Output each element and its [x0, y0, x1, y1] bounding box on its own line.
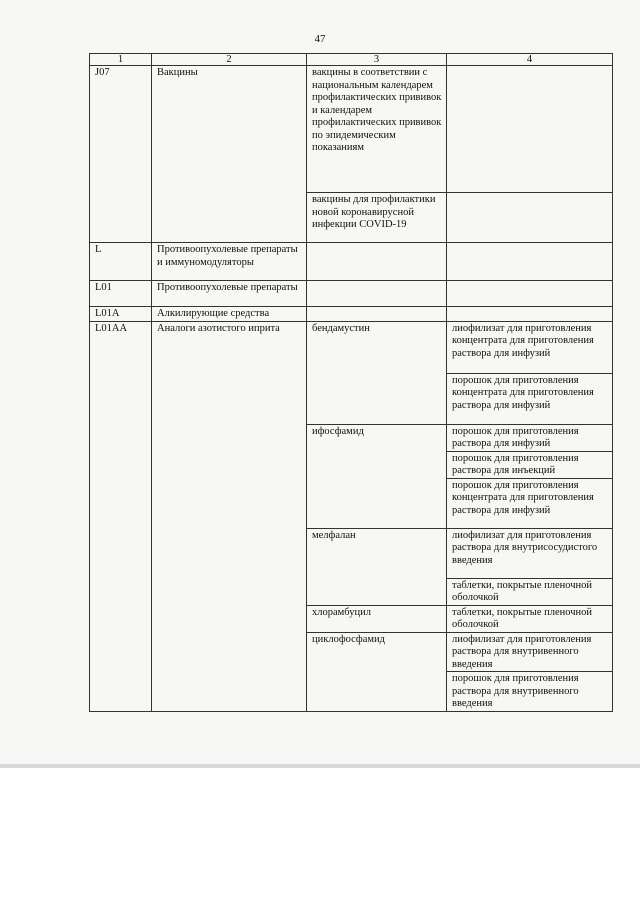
atc-code-cell: L01A	[90, 307, 152, 322]
atc-code-cell: J07	[90, 66, 152, 243]
dosage-form-cell: таблетки, покрытые пленочной оболочкой	[447, 578, 613, 605]
page-number: 47	[314, 33, 326, 45]
group-name-cell: Противоопухолевые препараты и иммуномодуляторы	[152, 243, 307, 281]
drug-name-cell	[307, 281, 447, 307]
column-header: 1	[90, 54, 152, 66]
table-row	[90, 321, 613, 373]
dosage-form-cell: лиофилизат для приготовления концентрата для приготовления раствора для инфузий	[447, 321, 613, 373]
drug-name-cell: хлорамбуцил	[307, 605, 447, 632]
table-row	[90, 307, 613, 322]
dosage-form-cell: лиофилизат для приготовления раствора для внутривенного введения	[447, 632, 613, 672]
atc-code-cell: L01AA	[90, 321, 152, 711]
atc-code-cell: L	[90, 243, 152, 281]
drug-table	[89, 53, 613, 712]
drug-name-cell: циклофосфамид	[307, 632, 447, 711]
dosage-form-cell: таблетки, покрытые пленочной оболочкой	[447, 605, 613, 632]
drug-name-cell: вакцины в соответствии с национальным календарем профилактических прививок и календарем профилактических прививок по эпидемическим показаниям	[307, 66, 447, 193]
table-header-row	[90, 54, 613, 66]
atc-code-cell: L01	[90, 281, 152, 307]
group-name-cell: Вакцины	[152, 66, 307, 243]
drug-name-cell: бендамустин	[307, 321, 447, 424]
drug-name-cell: вакцины для профилактики новой коронавирусной инфекции COVID-19	[307, 193, 447, 243]
group-name-cell: Аналоги азотистого иприта	[152, 321, 307, 711]
group-name-cell: Противоопухолевые препараты	[152, 281, 307, 307]
column-header: 3	[307, 54, 447, 66]
table-row	[90, 281, 613, 307]
drug-name-cell	[307, 243, 447, 281]
dosage-form-cell: лиофилизат для приготовления раствора для внутрисосудистого введения	[447, 528, 613, 578]
dosage-form-cell	[447, 307, 613, 322]
group-name-cell: Алкилирующие средства	[152, 307, 307, 322]
dosage-form-cell: порошок для приготовления раствора для инъекций	[447, 451, 613, 478]
dosage-form-cell: порошок для приготовления раствора для внутривенного введения	[447, 672, 613, 712]
page-edge	[0, 764, 640, 768]
drug-name-cell: мелфалан	[307, 528, 447, 605]
dosage-form-cell	[447, 281, 613, 307]
column-header: 2	[152, 54, 307, 66]
drug-name-cell: ифосфамид	[307, 424, 447, 528]
dosage-form-cell	[447, 243, 613, 281]
dosage-form-cell: порошок для приготовления раствора для инфузий	[447, 424, 613, 451]
dosage-form-cell	[447, 66, 613, 193]
dosage-form-cell: порошок для приготовления концентрата для приготовления раствора для инфузий	[447, 478, 613, 528]
drug-name-cell	[307, 307, 447, 322]
dosage-form-cell: порошок для приготовления концентрата для приготовления раствора для инфузий	[447, 373, 613, 424]
column-header: 4	[447, 54, 613, 66]
table-row	[90, 66, 613, 193]
dosage-form-cell	[447, 193, 613, 243]
table-row	[90, 243, 613, 281]
